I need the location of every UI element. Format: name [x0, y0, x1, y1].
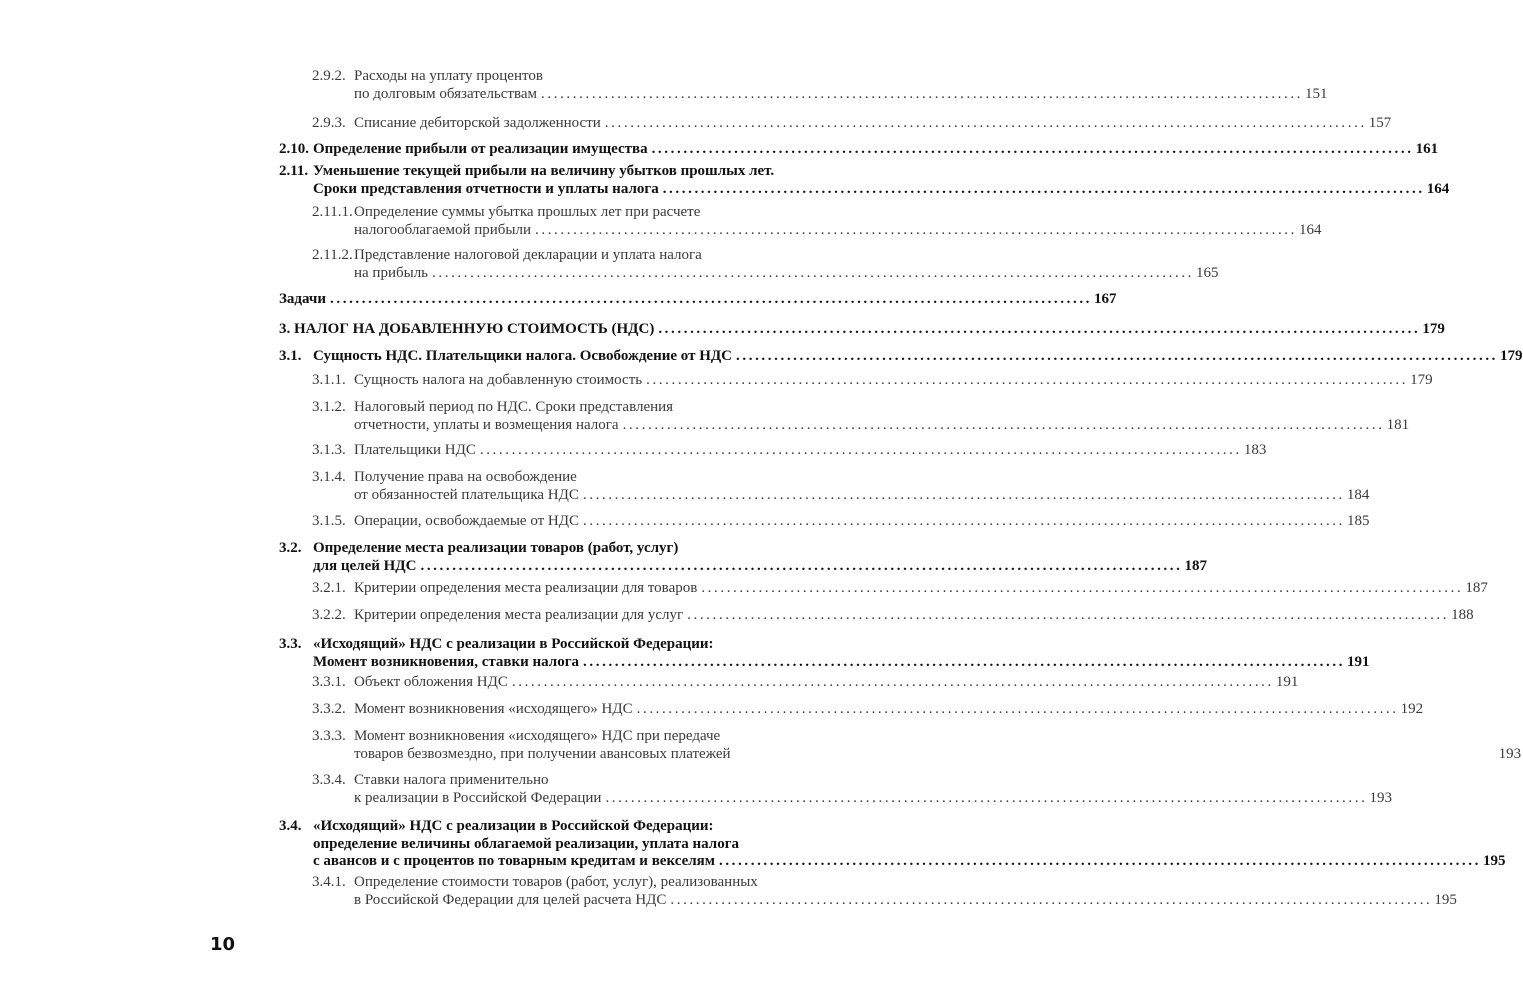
dot-leader: ........................................................................................................................ [670, 891, 1433, 908]
toc-entry [279, 291, 1117, 309]
toc-entry-number: 3.4.1. [312, 874, 346, 890]
dot-leader: ........................................................................................................................ [605, 789, 1368, 806]
page-number: 10 [210, 934, 236, 955]
toc-entry-title: Уменьшение текущей прибыли на величину убытков прошлых лет. [313, 163, 775, 179]
toc-entry-title: в Российской Федерации для целей расчета НДС [354, 891, 667, 908]
toc-entry [279, 348, 1523, 366]
toc-entry-title: Сущность НДС. Плательщики налога. Освобождение от НДС [313, 348, 733, 364]
toc-entry-number: 3.1.1. [312, 372, 346, 388]
toc-entry-number: 3.3. [279, 636, 302, 652]
toc-entry-page: 188 [1451, 607, 1474, 623]
toc-entry-page: 191 [1347, 653, 1370, 670]
dot-leader: ........................................................................................................................ [687, 607, 1450, 623]
toc-entry-title: Сроки представления отчетности и уплаты налога [313, 180, 659, 197]
dot-leader: ........................................................................................................................ [646, 372, 1409, 388]
toc-entry-page: 183 [1243, 442, 1267, 458]
toc-entry-title: Определение суммы убытка прошлых лет при расчете [354, 204, 701, 220]
toc-entry-title: Определение прибыли от реализации имущества [313, 141, 648, 157]
dot-leader: ........................................................................................................................ [583, 513, 1345, 529]
toc-entry [279, 442, 1267, 460]
dot-leader: ........................................................................................................................ [736, 348, 1499, 364]
toc-entry-page: 179 [1410, 372, 1433, 388]
toc-entry-title: определение величины облагаемой реализации, уплата налога [313, 835, 740, 852]
toc-entry-title: Момент возникновения «исходящего» НДС [354, 701, 633, 717]
toc-entry-title: на прибыль [354, 264, 429, 281]
toc-entry-number: 3.3.4. [312, 772, 346, 788]
toc-entry [279, 68, 1328, 103]
toc-entry-page: 187 [1465, 580, 1488, 596]
toc-entry-title: отчетности, уплаты и возмещения налога [354, 416, 619, 433]
toc-entry [279, 163, 1450, 198]
toc-entry-number: 3.2. [279, 540, 302, 556]
toc-entry-page: 167 [1094, 291, 1117, 307]
dot-leader: ........................................................................................................................ [511, 674, 1274, 690]
dot-leader: ........................................................................................................................ [582, 486, 1345, 503]
toc-entry-title: Списание дебиторской задолженности [354, 115, 601, 131]
toc-entry-page: 191 [1275, 674, 1299, 690]
toc-entry-page: 151 [1305, 85, 1328, 102]
toc-entry-number: 3.1. [279, 348, 302, 364]
toc-entry-title: 3. НАЛОГ НА ДОБАВЛЕННУЮ СТОИМОСТЬ (НДС) [279, 321, 655, 337]
toc-entry-title: Ставки налога применительно [354, 772, 549, 788]
toc-entry-title: Критерии определения места реализации для товаров [354, 580, 698, 596]
dot-leader: ........................................................................................................................ [541, 85, 1304, 102]
toc-entry-page: 165 [1196, 264, 1219, 281]
toc-entry-page: 192 [1400, 701, 1424, 717]
toc-entry-title: по долговым обязательствам [354, 85, 538, 102]
dot-leader: ........................................................................................................................ [535, 221, 1297, 238]
toc-entry-page: 164 [1426, 180, 1450, 197]
toc-entry [279, 728, 1522, 763]
toc-entry [279, 469, 1370, 504]
toc-entry-page: 157 [1368, 115, 1392, 131]
toc-entry-title: товаров безвозмездно, при получении авансовых платежей [354, 745, 731, 762]
toc-entry-number: 2.11.2. [312, 247, 353, 263]
toc-entry-title: Задачи [279, 291, 327, 307]
toc-entry-title: Критерии определения места реализации для услуг [354, 607, 684, 623]
toc-entry-page: 164 [1299, 221, 1322, 238]
dot-leader: ........................................................................................................................ [662, 180, 1425, 197]
toc-entry [279, 636, 1370, 671]
toc-entry-title: Плательщики НДС [354, 442, 476, 458]
toc-entry-number: 2.9.2. [312, 68, 346, 84]
toc-entry-page: 193 [1369, 789, 1392, 806]
toc-entry-number: 2.11. [279, 163, 309, 179]
toc-entry-title: Налоговый период по НДС. Сроки представления [354, 399, 674, 415]
toc-entry [279, 701, 1424, 719]
toc-entry-title: «Исходящий» НДС с реализации в Российской Федерации: [313, 636, 714, 652]
dot-leader: ........................................................................................................................ [583, 653, 1346, 670]
toc-entry-title: для целей НДС [313, 557, 417, 574]
toc-entry-number: 2.9.3. [312, 115, 346, 131]
toc-entry [279, 818, 1506, 871]
toc-entry-page: 193 [1498, 745, 1522, 762]
toc-entry-page: 179 [1500, 348, 1523, 364]
toc-entry [279, 321, 1445, 339]
toc-entry-title: от обязанностей плательщика НДС [354, 486, 579, 503]
dot-leader: ........................................................................................................................ [420, 557, 1183, 574]
toc-entry [279, 607, 1474, 625]
toc-entry-number: 3.3.1. [312, 674, 346, 690]
toc-entry [279, 399, 1410, 434]
toc-entry-title: к реализации в Российской Федерации [354, 789, 602, 806]
toc-entry-number: 3.4. [279, 818, 302, 834]
toc-entry-title: Получение права на освобождение [354, 469, 577, 485]
dot-leader: ........................................................................................................................ [330, 291, 1093, 307]
dot-leader: ........................................................................................................................ [658, 321, 1421, 337]
toc-entry-page: 179 [1422, 321, 1445, 337]
toc-entry-number: 3.2.1. [312, 580, 346, 596]
toc-entry [279, 204, 1322, 239]
toc-entry-title: Определение стоимости товаров (работ, услуг), реализованных [354, 874, 758, 890]
toc-entry-title: Операции, освобождаемые от НДС [354, 513, 579, 529]
toc-entry-title: Расходы на уплату процентов [354, 68, 543, 84]
toc-entry-number: 3.3.3. [312, 728, 346, 744]
toc-entry-number: 3.2.2. [312, 607, 346, 623]
dot-leader: ........................................................................................................................ [479, 442, 1242, 458]
toc-entry-title: Момент возникновения «исходящего» НДС при передаче [354, 728, 721, 744]
toc-entry-title: Определение места реализации товаров (работ, услуг) [313, 540, 679, 556]
toc-entry-title: с авансов и с процентов по товарным кредитам и векселям [313, 853, 715, 869]
toc-entry-title: налогооблагаемой прибыли [354, 221, 531, 238]
toc-entry-number: 3.1.4. [312, 469, 346, 485]
dot-leader: ........................................................................................................................ [636, 701, 1399, 717]
toc-entry-number: 3.1.2. [312, 399, 346, 415]
toc-entry [279, 674, 1299, 692]
toc-entry [279, 540, 1207, 575]
toc-entry-page: 185 [1347, 513, 1370, 529]
toc-entry [279, 874, 1457, 909]
toc-entry-title: Объект обложения НДС [354, 674, 508, 690]
toc-entry-page: 161 [1415, 141, 1439, 157]
dot-leader: ........................................................................................................................ [432, 264, 1195, 281]
toc-entry-number: 3.3.2. [312, 701, 346, 717]
toc-entry-title: «Исходящий» НДС с реализации в Российской Федерации: [313, 818, 714, 834]
toc-entry [279, 513, 1370, 531]
toc-entry-number: 3.1.3. [312, 442, 346, 458]
toc-entry-page: 195 [1482, 853, 1506, 869]
toc-entry [279, 141, 1439, 159]
toc-entry-page: 181 [1386, 416, 1410, 433]
toc-entry-title: Представление налоговой декларации и уплата налога [354, 247, 702, 263]
toc-entry [279, 580, 1488, 598]
dot-leader: ........................................................................................................................ [622, 416, 1385, 433]
toc-entry-number: 2.11.1. [312, 204, 353, 220]
toc-entry-number: 3.1.5. [312, 513, 346, 529]
toc-entry-title: Сущность налога на добавленную стоимость [354, 372, 643, 388]
toc-entry-page: 187 [1184, 557, 1207, 574]
dot-leader: ........................................................................................................................ [651, 141, 1414, 157]
toc-entry-page: 184 [1346, 486, 1370, 503]
toc-entry [279, 247, 1219, 282]
toc-entry-number: 2.10. [279, 141, 309, 157]
toc-entry-title: Момент возникновения, ставки налога [313, 653, 580, 670]
toc-entry [279, 772, 1392, 807]
dot-leader: ........................................................................................................................ [701, 580, 1464, 596]
toc-entry [279, 115, 1392, 133]
toc-entry [279, 372, 1433, 390]
toc-entry-page: 195 [1434, 891, 1457, 908]
dot-leader: ........................................................................................................................ [718, 853, 1481, 869]
dot-leader: ........................................................................................................................ [604, 115, 1367, 131]
